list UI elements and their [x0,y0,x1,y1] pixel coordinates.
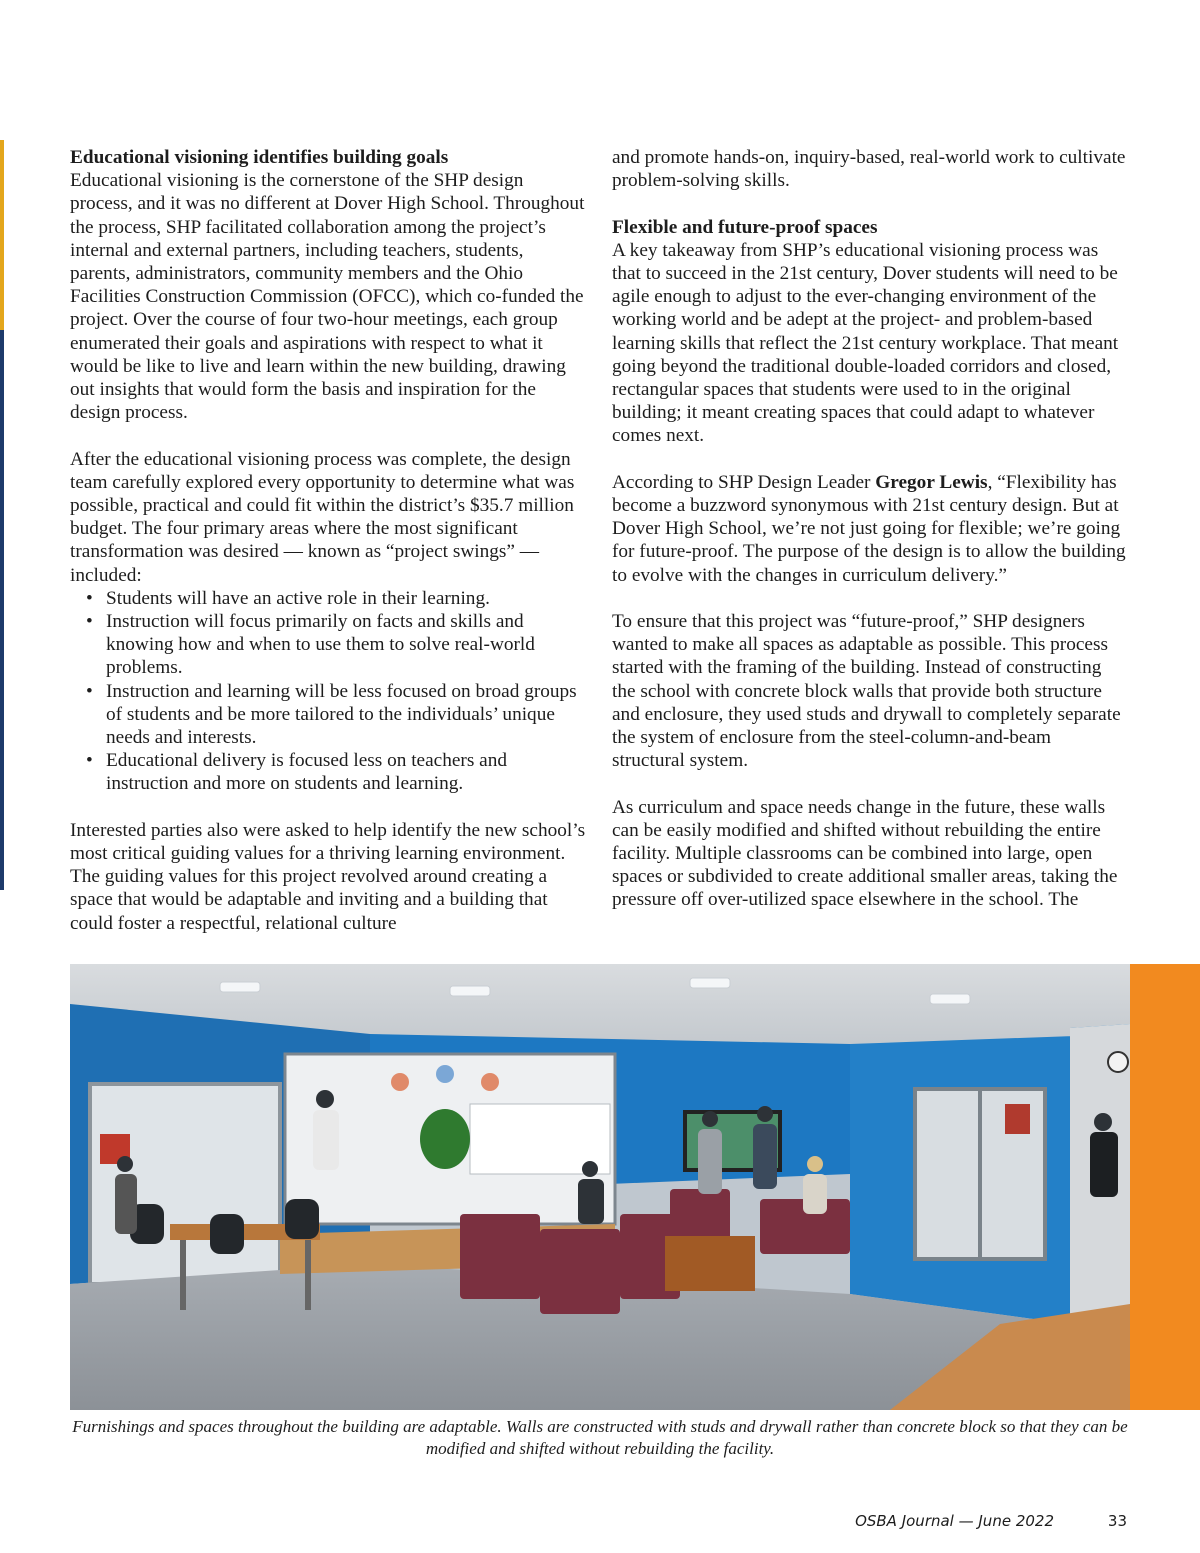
section-heading-flexible: Flexible and future-proof spaces [612,216,878,238]
edge-accent-gold [0,140,4,330]
list-item: • Instruction will focus primarily on facts and skills and knowing how and when to use them to solve real-world problems. [106,610,586,680]
design-leader-name: Gregor Lewis [875,471,988,493]
paragraph-takeaway: A key takeaway from SHP’s educational visioning process was that to succeed in the 21st century, Dover students will need to be agile enough to adjust to the ever-changing environment of the working world and be adept at the project- and problem-based learning skills that reflect the 21st century workplace. That meant going beyond the traditional double-loaded corridors and closed, rectangular spaces that students were used to in the original building; it meant creating spaces that could adapt to whatever comes next. [612,239,1119,447]
paragraph-guiding-values: Interested parties also were asked to help identify the new school’s most critical guiding values for a thriving learning environment. The guiding values for this project revolved around creating a space that would be adaptable and inviting and a building that could foster a respectful, relational culture [70,819,586,934]
journal-title: OSBA Journal — June 2022 [855,1512,1054,1530]
paragraph-continuation: and promote hands-on, inquiry-based, real-world work to cultivate problem-solving skills. [612,147,1126,192]
paragraph-project-swings: After the educational visioning process was complete, the design team carefully explored every opportunity to determine what was possible, practical and could fit within the district’s $35.7 million budget. The four primary areas where the most significant transformation was desired — known as “project swings” — included: [70,448,575,586]
right-column [612,146,1128,912]
classroom-illustration [70,964,1130,1410]
list-item: • Instruction and learning will be less focused on broad groups of students and be more tailored to the individuals’ unique needs and interests. [106,680,586,750]
paragraph-future-proof: To ensure that this project was “future-proof,” SHP designers wanted to make all spaces as adaptable as possible. This process started with the framing of the building. Instead of constructing the school with concrete block walls that provide both structure and enclosure, they used studs and drywall to completely separate the system of enclosure from the steel-column-and-beam structural system. [612,611,1121,772]
page-number: 33 [1107,1512,1127,1530]
orange-accent-tab [1130,964,1200,1410]
quote-text: , “Flexibility has become a buzzword synonymous with 21st century design. But at Dover High School, we’re not just going for flexible; we’re going for future-proof. The purpose of the design is to allow the building to evolve with the changes in curriculum delivery.” [612,471,1126,586]
paragraph-curriculum-change: As curriculum and space needs change in the future, these walls can be easily modified and shifted without rebuilding the entire facility. Multiple classrooms can be combined into large, open spaces or subdivided to create additional smaller areas, taking the pressure off over-utilized space elsewhere in the school. The [612,796,1118,911]
quote-lead: According to SHP Design Leader [612,471,876,493]
left-column [70,146,586,935]
list-item: • Students will have an active role in their learning. [106,587,586,610]
list-item: • Educational delivery is focused less on teachers and instruction and more on students and learning. [106,749,586,795]
section-heading-visioning: Educational visioning identifies building goals [70,147,449,168]
photo-caption: Furnishings and spaces throughout the building are adaptable. Walls are constructed with studs and drywall rather than concrete block so that they can be modified and shifted without rebuilding the facility. [72,1417,1128,1458]
project-swings-list [70,587,586,796]
classroom-photo [70,964,1130,1410]
edge-accent-navy [0,330,4,890]
paragraph-visioning: Educational visioning is the cornerstone of the SHP design process, and it was no different at Dover High School. Throughout the process, SHP facilitated collaboration among the project’s internal and external partners, including teachers, students, parents, administrators, community members and the Ohio Facilities Construction Commission (OFCC), which co-funded the project. Over the course of four two-hour meetings, each group enumerated their goals and aspirations with respect to what it would be like to live and learn within the new building, drawing out insights that would form the basis and inspiration for the design process. [70,170,585,424]
paragraph-quote [612,471,1128,587]
